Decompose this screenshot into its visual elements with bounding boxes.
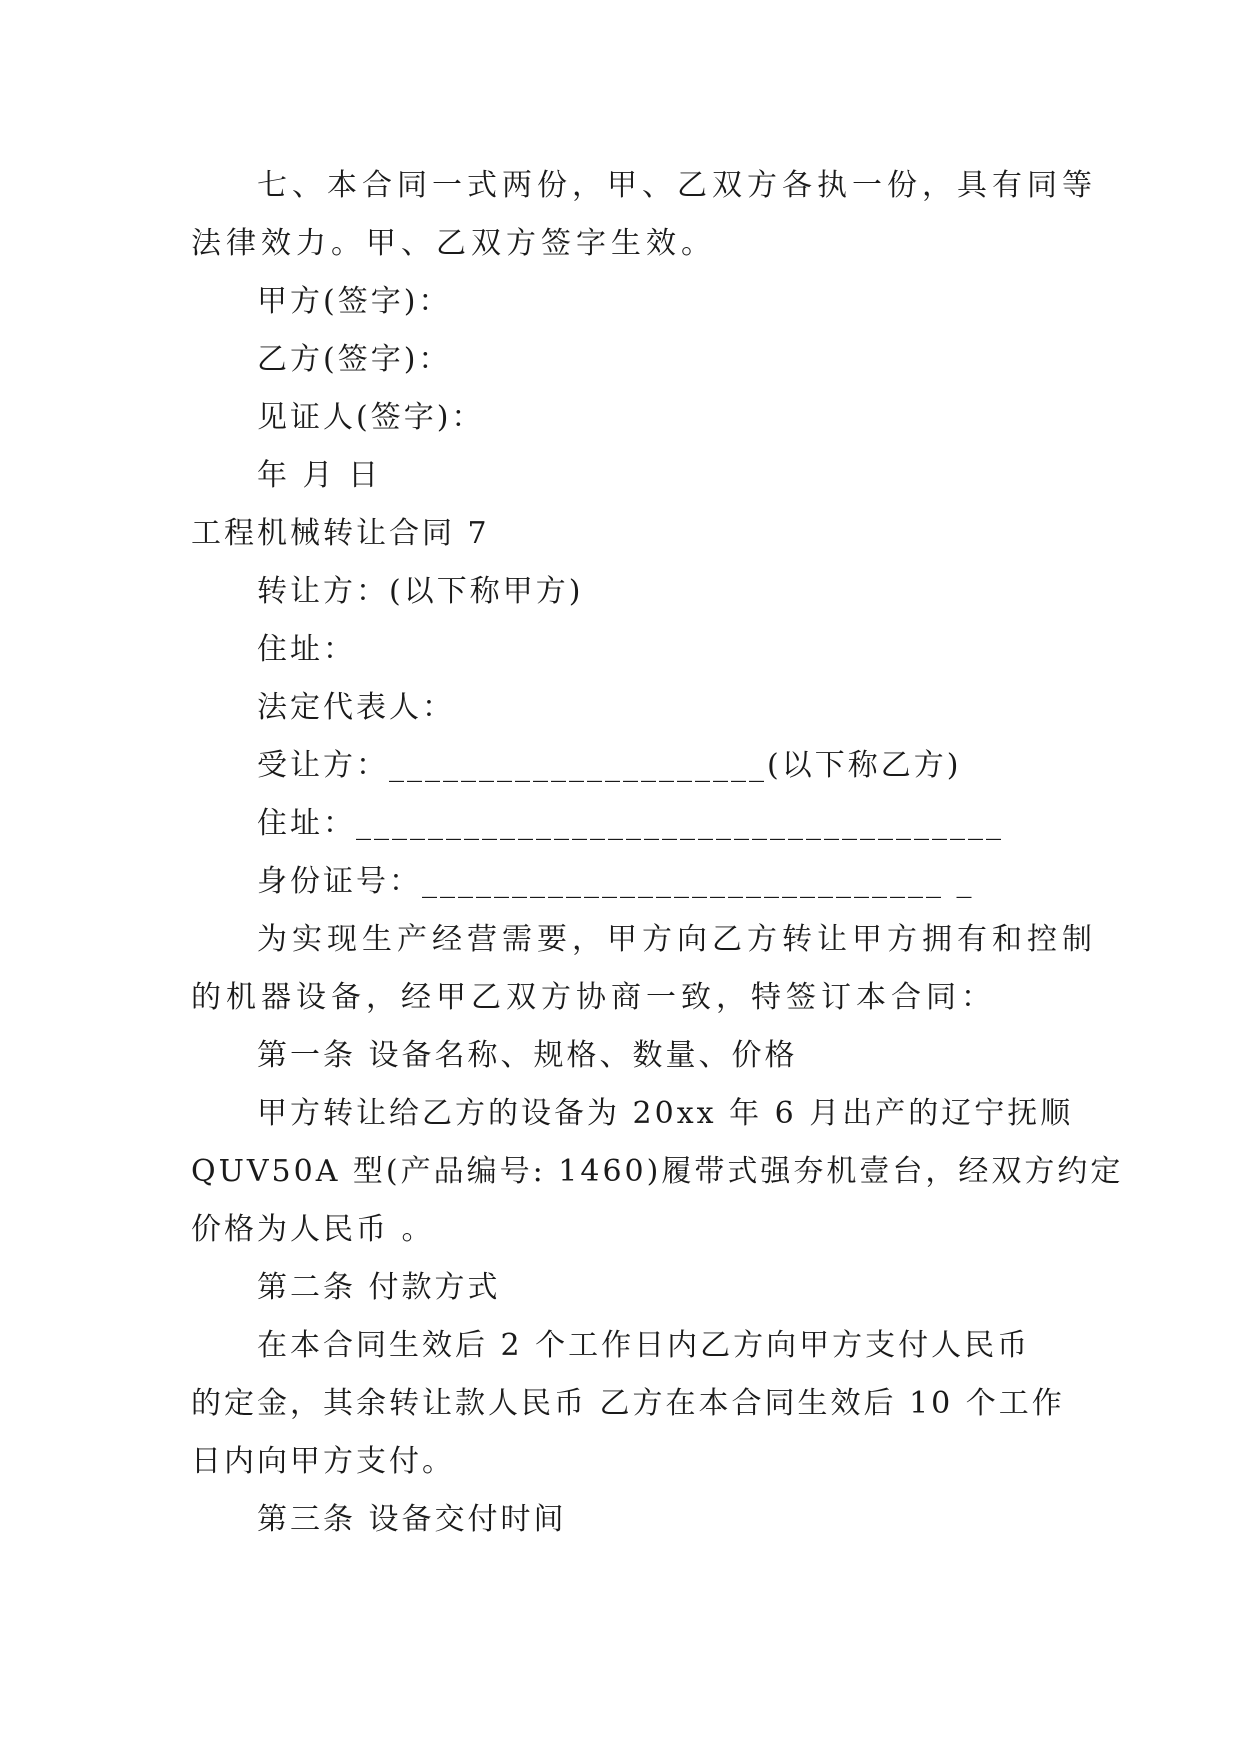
- transferor-line: 转让方：(以下称甲方): [257, 574, 584, 609]
- id-number-line: 身份证号：_____________________________ _: [257, 864, 975, 899]
- party-a-signature: 甲方(签字)：: [257, 284, 452, 319]
- article-2-line-2: 的定金，其余转让款人民币 乙方在本合同生效后 10 个工作: [191, 1386, 1065, 1421]
- party-b-signature: 乙方(签字)：: [257, 342, 452, 377]
- article-1-line-3: 价格为人民币 。: [191, 1212, 435, 1247]
- clause-7-line-2: 法律效力。甲、乙双方签字生效。: [191, 226, 716, 261]
- article-1-line-2: QUV50A 型(产品编号: 1460)履带式强夯机壹台，经双方约定: [191, 1154, 1124, 1189]
- preamble-line-1: 为实现生产经营需要，甲方向乙方转让甲方拥有和控制: [257, 922, 1097, 957]
- article-3-heading: 第三条 设备交付时间: [257, 1502, 567, 1537]
- legal-representative: 法定代表人：: [257, 690, 455, 725]
- contract-title: 工程机械转让合同 7: [191, 516, 490, 551]
- preamble-line-2: 的机器设备，经甲乙双方协商一致，特签订本合同：: [191, 980, 996, 1015]
- article-2-line-3: 日内向甲方支付。: [191, 1444, 455, 1479]
- article-2-heading: 第二条 付款方式: [257, 1270, 501, 1305]
- transferee-line: 受让方：_____________________(以下称乙方): [257, 748, 962, 783]
- transferor-address: 住址：: [257, 632, 356, 667]
- transferee-address: 住址：____________________________________: [257, 806, 1004, 841]
- article-1-line-1: 甲方转让给乙方的设备为 20xx 年 6 月出产的辽宁抚顺: [257, 1096, 1074, 1131]
- date-line: 年 月 日: [257, 458, 382, 493]
- witness-signature: 见证人(签字)：: [257, 400, 485, 435]
- article-1-heading: 第一条 设备名称、规格、数量、价格: [257, 1038, 798, 1073]
- clause-7-line-1: 七、本合同一式两份，甲、乙双方各执一份，具有同等: [257, 168, 1097, 203]
- article-2-line-1: 在本合同生效后 2 个工作日内乙方向甲方支付人民币: [257, 1328, 1031, 1363]
